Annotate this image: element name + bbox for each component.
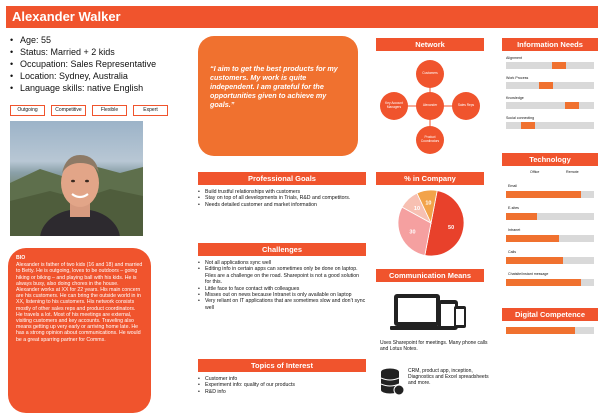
goal-item: • Build trustful relationships with customers	[198, 189, 366, 195]
persona-name-header: Alexander Walker	[6, 6, 598, 28]
technology-bar-fill	[506, 257, 563, 264]
photo-illustration	[10, 121, 143, 236]
pie-slice-label: 10	[425, 200, 432, 207]
technology-remote-label: Remote	[566, 170, 579, 174]
topic-item: • R&D info	[198, 389, 366, 395]
professional-goals-title: Professional Goals	[198, 172, 366, 185]
digital-competence-title: Digital Competence	[502, 308, 598, 321]
bar-label: Work Process	[506, 76, 529, 80]
technology-bar-label: Chatsite/instant message	[508, 272, 549, 276]
technology-bar-label: Intranet	[508, 228, 521, 232]
communication-title: Communication Means	[376, 269, 484, 282]
pie-slice-label: 10	[413, 206, 421, 213]
trait-badge: Competitive	[51, 105, 86, 116]
information-needs-title: Information Needs	[502, 38, 598, 51]
fact-location: • Location: Sydney, Australia	[10, 70, 156, 82]
communication-text: Uses Sharepoint for meetings. Many phone calls and Lotus Notes.	[380, 340, 488, 353]
bar-fill	[521, 122, 535, 129]
network-center-node: Alexander	[416, 92, 444, 120]
challenge-item: • Not all applications sync well	[198, 260, 366, 266]
challenge-item: • Misses out on news because Intranet is only available on laptop	[198, 292, 366, 298]
network-node: Key Account Managers	[380, 92, 408, 120]
database-icon	[380, 368, 404, 401]
bar-track	[506, 122, 594, 129]
persona-quote: “I aim to get the best products for my customers. My work is quite independent. I am grateful for the opportunities given to achieve my goals.”	[198, 36, 358, 156]
network-node: Sales Reps	[452, 92, 480, 120]
trait-badge: Outgoing	[10, 105, 45, 116]
bio-title: BIO	[16, 255, 26, 261]
fact-age: • Age: 55	[10, 34, 156, 46]
bar-track	[506, 62, 594, 69]
network-title: Network	[376, 38, 484, 51]
bio-panel	[8, 248, 151, 413]
technology-bar-fill	[506, 279, 581, 286]
technology-title: Technology	[502, 153, 598, 166]
applications-text: CRM, product app, inception, Diagnostics and Excel spreadsheets and more.	[408, 368, 489, 387]
pie-slice-label: 50	[448, 224, 455, 231]
technology-office-label: Office	[530, 170, 540, 174]
technology-bar-fill	[506, 213, 537, 220]
topics-list	[198, 376, 366, 395]
challenges-title: Challenges	[198, 243, 366, 256]
company-title: % in Company	[376, 172, 484, 185]
persona-photo	[10, 121, 143, 236]
challenge-item: • Very reliant on IT applications that are sometimes slow and don’t sync well	[198, 298, 366, 311]
technology-bar-fill	[506, 235, 559, 242]
challenge-item: • Editing info in certain apps can sometimes only be done on laptop. Files are a challenge on the road. Sharepoint is not a good solution for this.	[198, 266, 366, 285]
topics-title: Topics of Interest	[198, 359, 366, 372]
bar-label: Alignment	[506, 56, 522, 60]
challenges-list	[198, 260, 366, 311]
bar-track	[506, 102, 594, 109]
network-node: Customers	[416, 60, 444, 88]
company-pie-chart	[396, 188, 466, 258]
bio-text: Alexander is father of two kids (16 and 18) and married to Betty. He is outgoing, loves to be outdoors – going hiking or biking – and playing ball with his kids. He is always busy, also doing chores in the house. Alexander works at XX for 22 years. His main concern are his customers. He can bring the outside world in in XX, listening to his customers. His network consists mostly of other sales reps and product coordinators. He travels a lot. Most of his meetings are external, visiting customers and key accounts. Traveling also means getting up very early or arriving home late. He has a strong opinion about communications. He would be a great sparring partner for Comms.	[16, 262, 143, 343]
bar-label: Social connecting	[506, 116, 535, 120]
bar-fill	[539, 82, 553, 89]
bar-fill	[565, 102, 579, 109]
goal-item: • Stay on top of all developments in Trials, R&D and competitors.	[198, 195, 366, 201]
profile-facts	[10, 34, 156, 94]
bar-fill	[552, 62, 566, 69]
goal-item: • Needs detailed customer and market information	[198, 202, 366, 208]
technology-bar-label: Calls	[508, 250, 516, 254]
topic-item: • Experiment info: quality of our products	[198, 382, 366, 388]
network-node: Product Coordinators	[416, 126, 444, 154]
technology-bar-fill	[506, 191, 581, 198]
fact-language: • Language skills: native English	[10, 82, 156, 94]
trait-badge: Flexible	[92, 105, 127, 116]
professional-goals-list	[198, 189, 366, 208]
challenge-item: • Little face to face contact with colleagues	[198, 286, 366, 292]
trait-badge: Expert	[133, 105, 168, 116]
fact-status: • Status: Married + 2 kids	[10, 46, 156, 58]
technology-bar-label: Email	[508, 184, 517, 188]
fact-occupation: • Occupation: Sales Representative	[10, 58, 156, 70]
digital-competence-fill	[506, 327, 575, 334]
topic-item: • Customer info	[198, 376, 366, 382]
pie-slice-label: 30	[409, 229, 416, 236]
devices-icon	[390, 292, 470, 341]
technology-bar-label: E-sites	[508, 206, 519, 210]
bar-label: Knowledge	[506, 96, 524, 100]
